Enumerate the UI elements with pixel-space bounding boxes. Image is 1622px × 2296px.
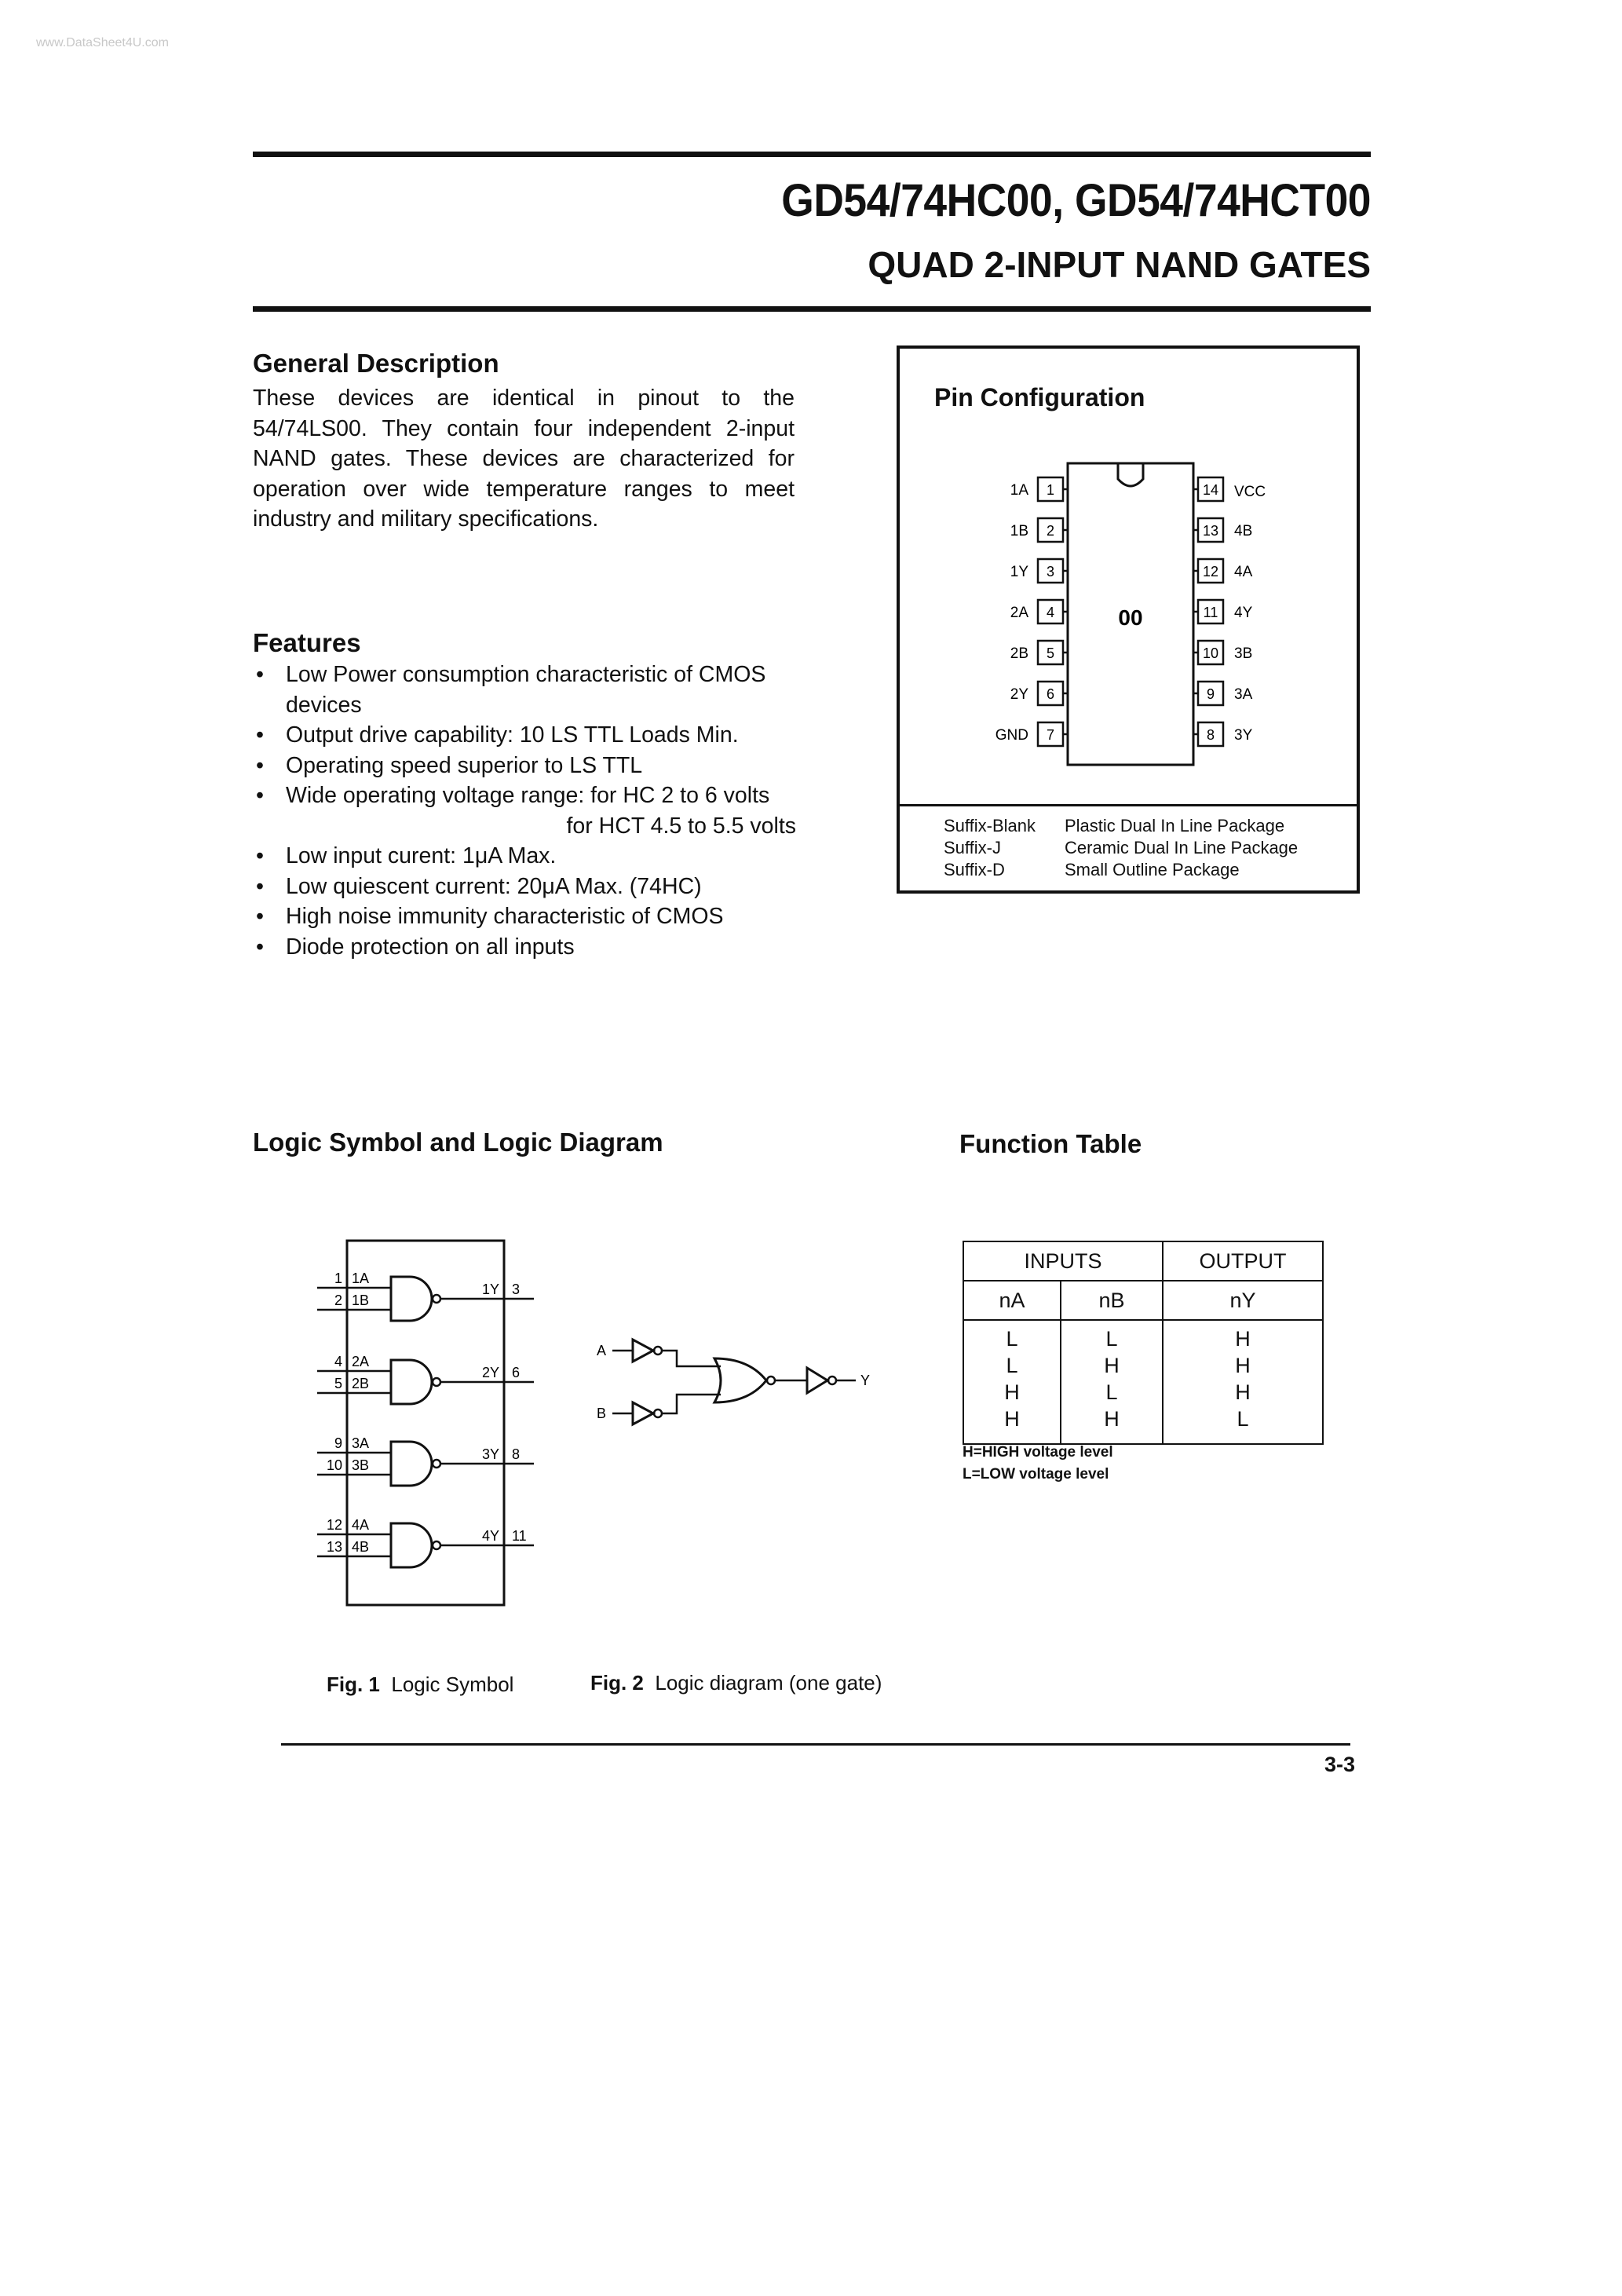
logic-symbol bbox=[306, 1225, 557, 1618]
inverter-b bbox=[633, 1402, 653, 1424]
output-label: 3Y bbox=[481, 1446, 499, 1462]
pin-number: 3 bbox=[512, 1281, 521, 1297]
pin-right-name: 3A bbox=[1234, 686, 1253, 703]
suffix-code: Suffix-Blank bbox=[944, 816, 1036, 835]
output-label: 4Y bbox=[481, 1528, 499, 1544]
pin-right-name: 4B bbox=[1234, 523, 1253, 539]
table-cell: H bbox=[1235, 1380, 1251, 1404]
legend-low: L=LOW voltage level bbox=[963, 1466, 1109, 1483]
pin-number: 2 bbox=[334, 1292, 342, 1308]
input-label: 2A bbox=[352, 1354, 370, 1369]
pin-right-name: 3Y bbox=[1234, 727, 1253, 744]
pin-number: 4 bbox=[334, 1354, 342, 1369]
page-title: GD54/74HC00, GD54/74HCT00 bbox=[781, 175, 1371, 226]
pin-right bbox=[1193, 600, 1253, 623]
pin-left-name: GND bbox=[995, 727, 1028, 744]
pin-left-number: 1 bbox=[1046, 482, 1055, 498]
feature-item: • High noise immunity characteristic of CMOS bbox=[253, 901, 802, 932]
suffix-description: Small Outline Package bbox=[1065, 860, 1240, 879]
pin-number: 12 bbox=[326, 1517, 342, 1533]
column-nb-values bbox=[1061, 1320, 1163, 1444]
general-description-heading: General Description bbox=[253, 349, 499, 378]
pin-number: 5 bbox=[334, 1376, 342, 1391]
legend-high: H=HIGH voltage level bbox=[963, 1444, 1113, 1461]
pin-left-name: 1B bbox=[1010, 523, 1028, 539]
footer-rule bbox=[281, 1743, 1350, 1746]
pin-left-name: 2B bbox=[1010, 645, 1028, 662]
pin-number: 11 bbox=[512, 1528, 527, 1544]
table-cell: L bbox=[1105, 1380, 1118, 1404]
pin-configuration-box bbox=[897, 345, 1360, 894]
pin-right bbox=[1193, 477, 1266, 501]
pin-right bbox=[1193, 722, 1253, 746]
pin-left-name: 1Y bbox=[1010, 564, 1028, 580]
pin-left bbox=[995, 722, 1068, 746]
feature-item bbox=[253, 781, 802, 841]
output-label: 1Y bbox=[481, 1281, 499, 1297]
col-header-na: nA bbox=[963, 1281, 1061, 1320]
table-cell: L bbox=[1237, 1407, 1249, 1431]
pin-left-name: 2Y bbox=[1010, 686, 1028, 703]
suffix-description: Plastic Dual In Line Package bbox=[1065, 816, 1285, 835]
table-cell: H bbox=[1004, 1407, 1020, 1431]
feature-item: • Low Power consumption characteristic of CMOS devices bbox=[253, 660, 802, 720]
pin-left-number: 4 bbox=[1046, 605, 1055, 620]
features-list bbox=[253, 660, 802, 962]
fig2-label: Fig. 2 bbox=[590, 1671, 644, 1695]
general-description-text bbox=[253, 383, 795, 535]
function-table-legend bbox=[963, 1442, 1113, 1486]
fig1-text: Logic Symbol bbox=[391, 1673, 514, 1696]
fig2-text: Logic diagram (one gate) bbox=[655, 1671, 882, 1695]
pin-right bbox=[1193, 559, 1253, 583]
pin-right bbox=[1193, 641, 1252, 664]
left-pins bbox=[995, 477, 1068, 746]
top-rule bbox=[253, 152, 1371, 157]
pin-number: 13 bbox=[326, 1539, 342, 1555]
function-table bbox=[963, 1241, 1324, 1445]
pin-left bbox=[1010, 682, 1068, 705]
pin-right-number: 11 bbox=[1203, 605, 1218, 620]
logic-symbol-frame bbox=[347, 1241, 504, 1605]
input-b-label: B bbox=[597, 1406, 607, 1421]
inverter-out bbox=[807, 1368, 827, 1393]
feature-item: • Output drive capability: 10 LS TTL Loads Min. bbox=[253, 720, 802, 751]
features-heading: Features bbox=[253, 628, 361, 657]
fig1-label: Fig. 1 bbox=[327, 1673, 380, 1696]
pin-right-number: 12 bbox=[1202, 564, 1219, 579]
pin-left-name: 2A bbox=[1010, 605, 1028, 621]
pin-configuration-heading: Pin Configuration bbox=[934, 383, 1145, 411]
fig2-caption bbox=[590, 1671, 882, 1695]
right-pins bbox=[1193, 477, 1266, 746]
pin-left-name: 1A bbox=[1010, 482, 1028, 499]
input-label: 3A bbox=[352, 1435, 370, 1451]
feature-item: • Diode protection on all inputs bbox=[253, 932, 802, 963]
pin-number: 6 bbox=[512, 1365, 521, 1380]
suffix-description: Ceramic Dual In Line Package bbox=[1065, 838, 1299, 857]
chip-label: 00 bbox=[1118, 605, 1143, 630]
table-cell: H bbox=[1235, 1354, 1251, 1377]
general-description-paragraph: These devices are identical in pinout to the 54/74LS00. They contain four independent 2-input NAND gates. These devices are characterized for operation over wide temperature ranges to meet industry and military specifications. bbox=[253, 386, 795, 532]
pin-left-number: 7 bbox=[1046, 727, 1055, 743]
inverter-a bbox=[633, 1340, 653, 1362]
output-y-label: Y bbox=[860, 1373, 871, 1388]
pin-number: 10 bbox=[326, 1457, 342, 1473]
input-label: 1A bbox=[352, 1270, 370, 1286]
pin-right-number: 8 bbox=[1206, 727, 1215, 743]
pin-right-name: 4Y bbox=[1234, 605, 1253, 621]
pin-diagram bbox=[900, 349, 1357, 804]
col-header-nb: nB bbox=[1061, 1281, 1163, 1320]
pin-left-number: 3 bbox=[1046, 564, 1055, 579]
table-cell: H bbox=[1235, 1327, 1251, 1351]
input-a-label: A bbox=[597, 1343, 607, 1358]
logic-section-heading: Logic Symbol and Logic Diagram bbox=[253, 1128, 663, 1157]
input-label: 3B bbox=[352, 1457, 370, 1473]
pin-left bbox=[1010, 641, 1068, 664]
table-cell: H bbox=[1004, 1380, 1020, 1404]
feature-item: • Low input curent: 1μA Max. bbox=[253, 841, 802, 872]
pin-right-number: 9 bbox=[1206, 686, 1215, 702]
header-bottom-rule bbox=[253, 306, 1371, 312]
column-na-values bbox=[963, 1320, 1061, 1444]
feature-item: • Operating speed superior to LS TTL bbox=[253, 751, 802, 781]
output-label: 2Y bbox=[481, 1365, 499, 1380]
pin-number: 1 bbox=[334, 1270, 342, 1286]
input-label: 4B bbox=[352, 1539, 370, 1555]
pin-right-number: 14 bbox=[1202, 482, 1219, 498]
pin-right-number: 13 bbox=[1202, 523, 1219, 539]
table-cell: L bbox=[1105, 1327, 1118, 1351]
column-ny-values bbox=[1163, 1320, 1323, 1444]
pin-number: 9 bbox=[334, 1435, 342, 1451]
pin-number: 8 bbox=[512, 1446, 521, 1462]
pin-left-number: 2 bbox=[1046, 523, 1055, 539]
suffix-code: Suffix-J bbox=[944, 838, 1001, 857]
pin-left-number: 5 bbox=[1046, 645, 1055, 661]
watermark: www.DataSheet4U.com bbox=[36, 36, 169, 49]
pin-left bbox=[1010, 600, 1068, 623]
pin-right-number: 10 bbox=[1202, 645, 1219, 661]
suffix-code: Suffix-D bbox=[944, 860, 1005, 879]
col-header-ny: nY bbox=[1163, 1281, 1323, 1320]
feature-item-text: Wide operating voltage range: for HC 2 to 6 volts bbox=[286, 783, 770, 808]
output-header: OUTPUT bbox=[1163, 1241, 1323, 1281]
input-label: 4A bbox=[352, 1517, 370, 1533]
nand-gate-4 bbox=[317, 1517, 534, 1567]
input-label: 1B bbox=[352, 1292, 370, 1308]
table-cell: L bbox=[1006, 1354, 1018, 1377]
page-number: 3-3 bbox=[1324, 1753, 1355, 1776]
function-table-heading: Function Table bbox=[959, 1129, 1142, 1158]
fig1-caption bbox=[327, 1673, 513, 1697]
feature-item-continuation: for HCT 4.5 to 5.5 volts bbox=[566, 813, 796, 839]
pin-right-name: 3B bbox=[1234, 645, 1253, 662]
pin-right-name: 4A bbox=[1234, 564, 1253, 580]
nand-gate-2 bbox=[317, 1354, 534, 1404]
nand-gate-3 bbox=[317, 1435, 534, 1486]
page-subtitle: QUAD 2-INPUT NAND GATES bbox=[868, 244, 1371, 285]
feature-item: • Low quiescent current: 20μA Max. (74HC) bbox=[253, 872, 802, 902]
pin-left bbox=[1010, 518, 1068, 542]
pin-left-number: 6 bbox=[1046, 686, 1055, 702]
nor-gate bbox=[714, 1358, 766, 1402]
table-cell: H bbox=[1104, 1407, 1120, 1431]
pin-right bbox=[1193, 682, 1253, 705]
input-label: 2B bbox=[352, 1376, 370, 1391]
inputs-header: INPUTS bbox=[963, 1241, 1163, 1281]
pin-left bbox=[1010, 559, 1068, 583]
pinbox-divider bbox=[900, 804, 1357, 806]
pin-right-name: VCC bbox=[1234, 484, 1266, 500]
pin-right bbox=[1193, 518, 1252, 542]
logic-diagram-one-gate bbox=[589, 1319, 903, 1445]
nand-gate-1 bbox=[317, 1270, 534, 1321]
table-cell: L bbox=[1006, 1327, 1018, 1351]
pin-left bbox=[1010, 477, 1068, 501]
chip-notch bbox=[1118, 463, 1143, 486]
table-cell: H bbox=[1104, 1354, 1120, 1377]
